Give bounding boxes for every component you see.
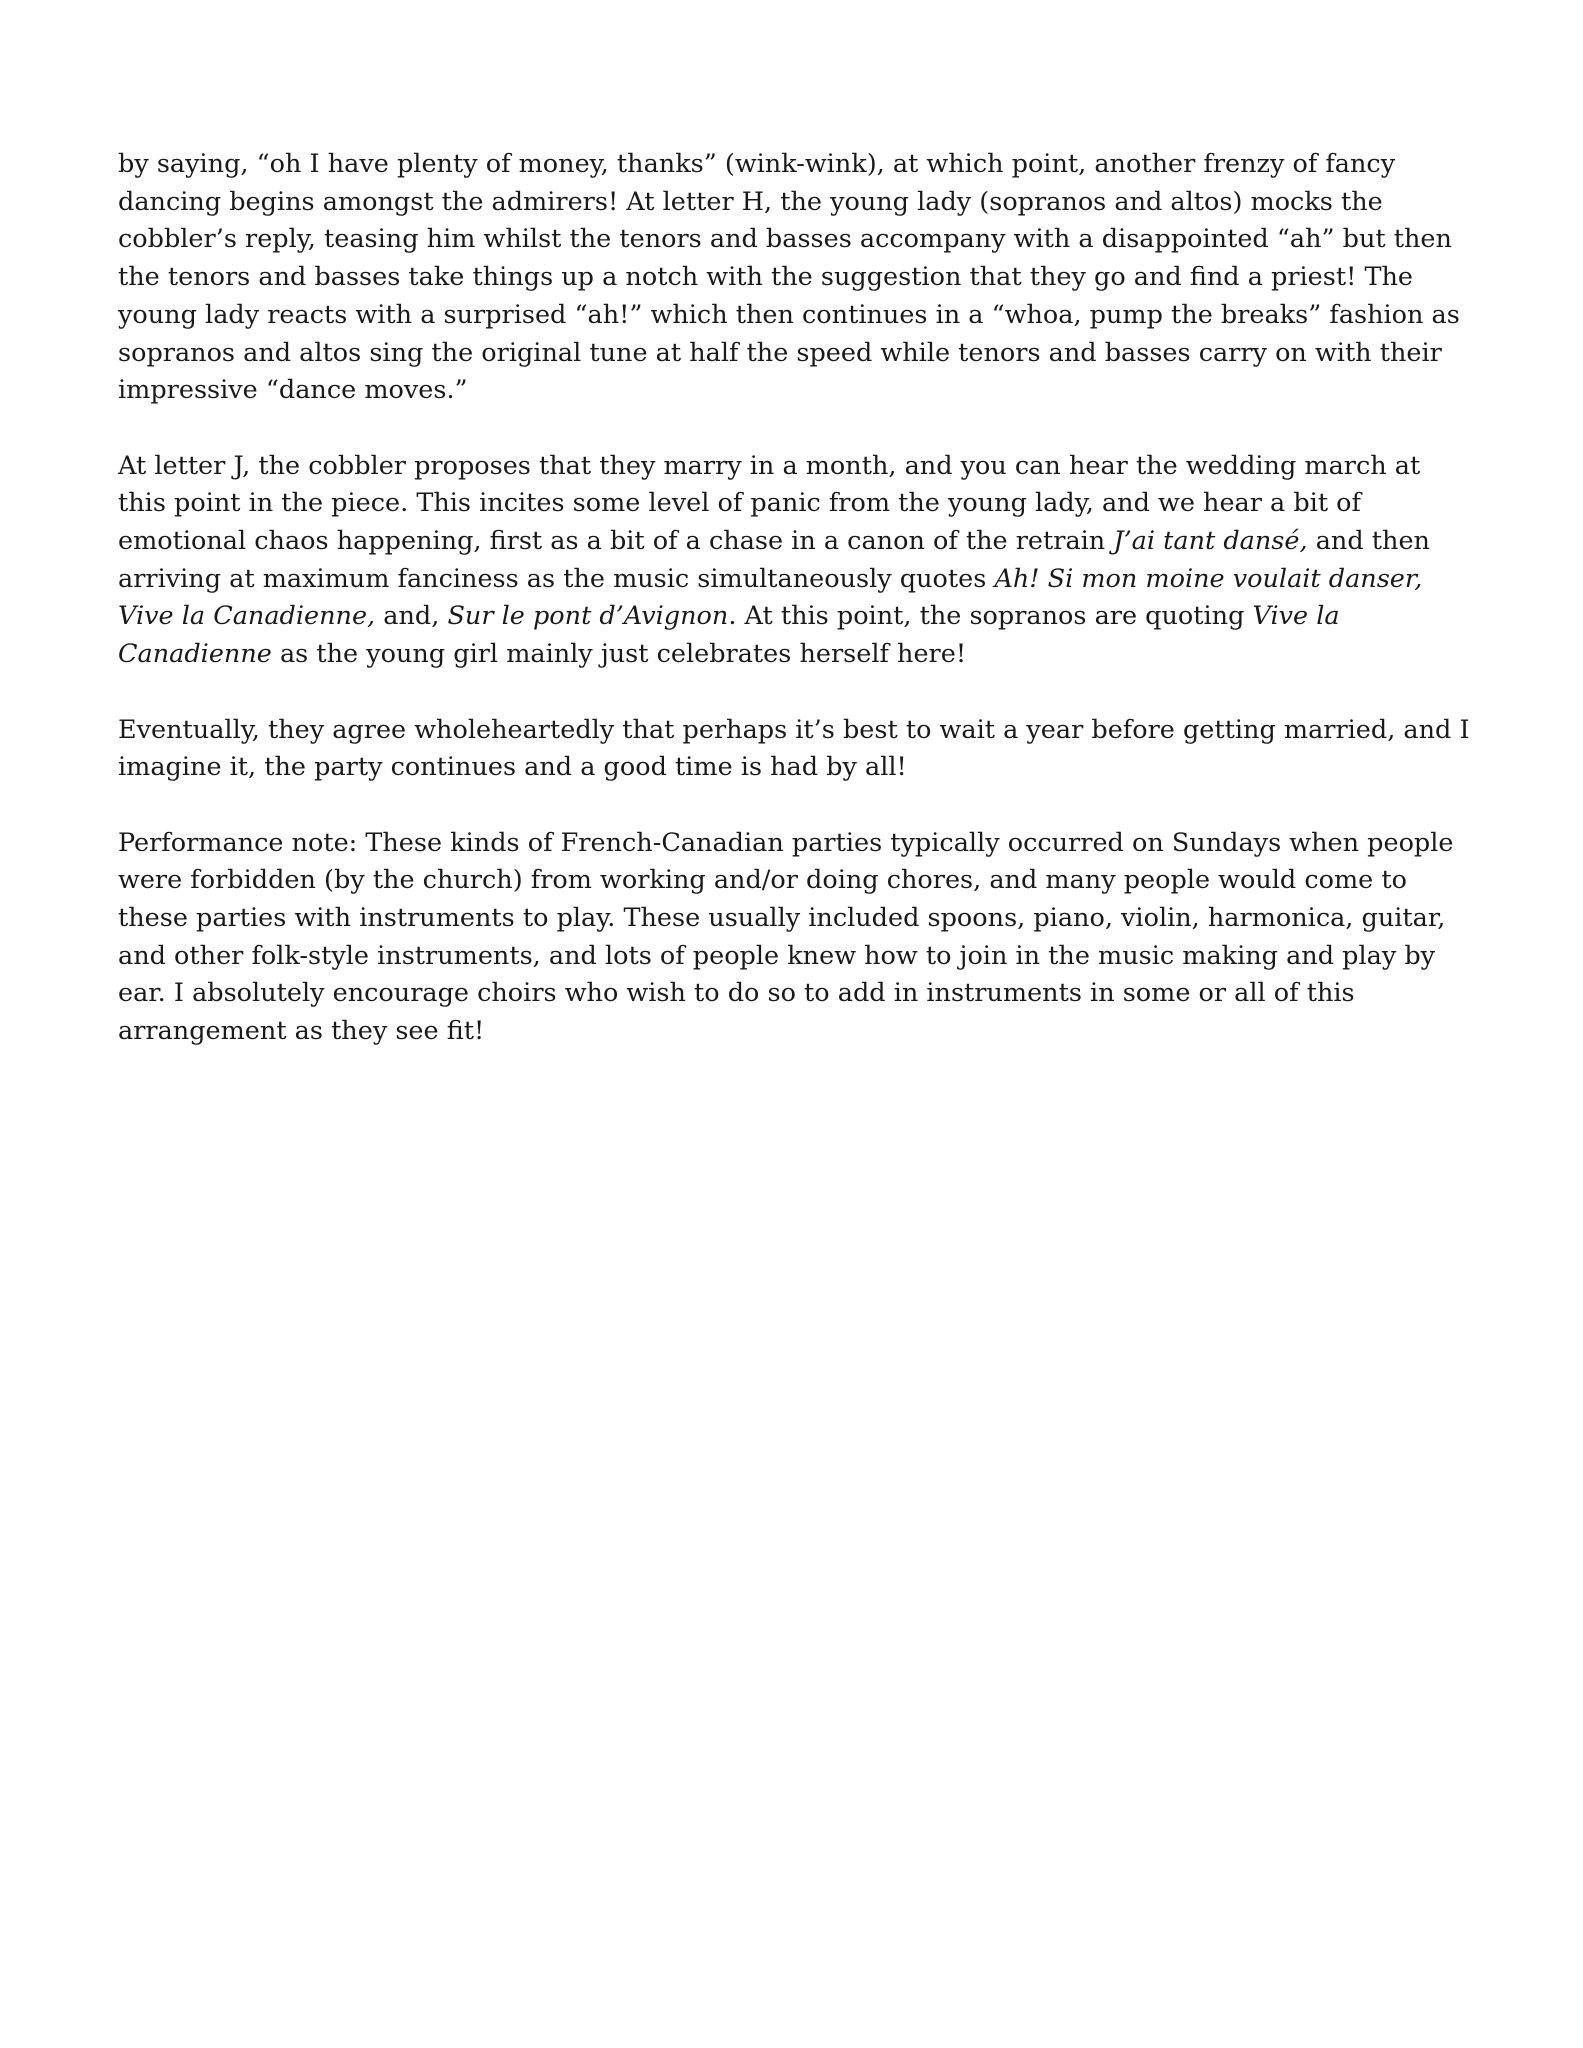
paragraph-2-text: and,: [375, 601, 448, 632]
paragraph-2-text: At letter J, the cobbler proposes that they marry in a month, and you can hear the wedding march at this point in the piece. This incites some level of panic from the young lady, and we hear a bit of emotional chaos happening, first as a bit of a chase in a canon of the retrain: [118, 450, 1421, 557]
paragraph-1: [118, 146, 1473, 410]
paragraph-1-text: by saying, “oh I have plenty of money, thanks” (wink-wink), at which point, another frenzy of fancy dancing begins amongst the admirers! At letter H, the young lady (sopranos and altos) mocks the cobbler’s reply, teasing him whilst the tenors and basses accompany with a disappointed “ah” but then the tenors and basses take things up a notch with the suggestion that they go and find a priest! The young lady reacts with a surprised “ah!” which then continues in a “whoa, pump the breaks” fashion as sopranos and altos sing the original tune at half the speed while tenors and basses carry on with their impressive “dance moves.”: [118, 149, 1460, 406]
paragraph-4-text: Performance note: These kinds of French-Canadian parties typically occurred on Sundays when people were forbidden (by the church) from working and/or doing chores, and many people would come to these parties with instruments to play. These usually included spoons, piano, violin, harmonica, guitar, and other folk-style instruments, and lots of people knew how to join in the music making and play by ear. I absolutely encourage choirs who wish to do so to add in instruments in some or all of this arrangement as they see fit!: [118, 827, 1454, 1047]
paragraph-2-text: and then arriving at maximum fanciness as the music simultaneously quotes: [118, 526, 1430, 594]
body-text: [118, 146, 1473, 1089]
paragraph-3: [118, 712, 1473, 787]
paragraph-2-italic-title: Sur le pont d’Avignon: [447, 601, 729, 632]
paragraph-2-italic-title: Vive la Canadienne: [118, 601, 1340, 670]
paragraph-2: [118, 448, 1473, 674]
paragraph-2-text: as the young girl mainly just celebrates herself here!: [271, 639, 967, 670]
paragraph-2-italic-title: Ah! Si mon moine voulait danser, Vive la Canadienne,: [118, 563, 1423, 632]
paragraph-2-italic-title: J’ai tant dansé,: [1113, 526, 1308, 557]
paragraph-performance-note: [118, 825, 1473, 1051]
paragraph-2-text: . At this point, the sopranos are quoting: [728, 601, 1253, 632]
paragraph-3-text: Eventually, they agree wholeheartedly that perhaps it’s best to wait a year before getting married, and I imagine it, the party continues and a good time is had by all!: [118, 714, 1470, 783]
